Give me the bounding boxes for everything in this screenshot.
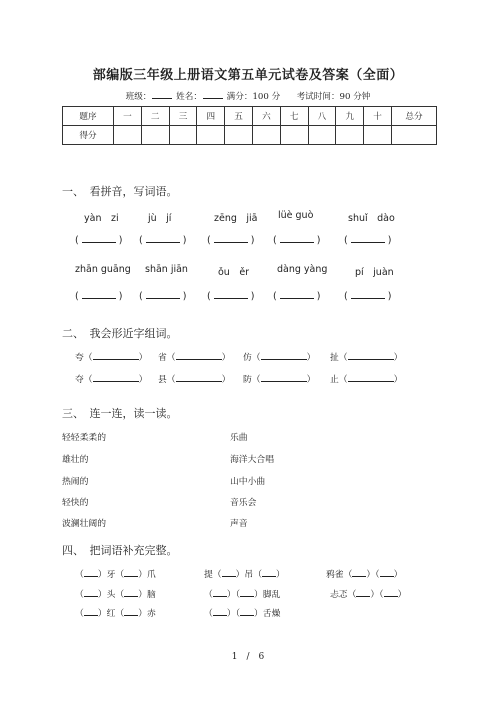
word-group-item[interactable]: 扯（ ）	[330, 353, 403, 363]
word-group-item[interactable]: 夺（ ）	[75, 375, 148, 385]
score-cell: 一	[114, 107, 142, 126]
answer-blank[interactable]: ( )	[139, 235, 187, 246]
score-cell: 八	[308, 107, 336, 126]
score-input-cell[interactable]	[336, 126, 364, 145]
score-cell: 七	[280, 107, 308, 126]
match-right-item[interactable]: 乐曲	[230, 433, 248, 443]
word-group-item[interactable]: 防（ ）	[243, 375, 316, 385]
score-cell: 九	[336, 107, 364, 126]
exam-time: 考试时间：90 分钟	[296, 92, 371, 102]
pinyin: shuǐ dào	[348, 213, 395, 224]
answer-blank[interactable]: ( )	[139, 291, 187, 302]
answer-blank[interactable]: ( )	[207, 235, 255, 246]
fill-idiom[interactable]: （ ）（ ）脚乱	[204, 590, 281, 600]
answer-blank[interactable]: ( )	[207, 291, 255, 302]
word-group-item[interactable]: 省（ ）	[158, 353, 231, 363]
pinyin: ǒu ěr	[218, 267, 250, 278]
match-right-item[interactable]: 海洋大合唱	[230, 455, 274, 465]
page-number: 1 / 6	[231, 652, 265, 662]
score-cell: 六	[252, 107, 280, 126]
pinyin: shān jiān	[145, 264, 188, 275]
answer-blank[interactable]: ( )	[344, 235, 392, 246]
name-label: 姓名：	[176, 92, 202, 102]
score-input-cell[interactable]	[197, 126, 225, 145]
section-2-heading: 二、 我会形近字组词。	[62, 327, 178, 340]
section-3-heading: 三、 连一连，读一读。	[62, 407, 178, 420]
word-group-item[interactable]: 夸（ ）	[75, 353, 148, 363]
score-input-cell[interactable]	[280, 126, 308, 145]
class-blank[interactable]	[152, 90, 172, 99]
pinyin: dàng yàng	[277, 264, 328, 275]
answer-blank[interactable]: ( )	[273, 291, 321, 302]
pinyin: jù jí	[148, 213, 172, 224]
fill-idiom[interactable]: （ ）（ ）舌燥	[204, 609, 281, 619]
match-left-item[interactable]: 轻轻柔柔的	[62, 433, 106, 443]
answer-blank[interactable]: ( )	[75, 291, 123, 302]
score-cell: 二	[141, 107, 169, 126]
match-left-item[interactable]: 波澜壮阔的	[62, 519, 106, 529]
name-blank[interactable]	[203, 90, 223, 99]
full-score: 满分：100 分	[226, 92, 281, 102]
fill-idiom[interactable]: 忐忑（ ）（ ）	[330, 590, 407, 600]
section-1-heading: 一、 看拼音，写词语。	[62, 185, 178, 198]
section-4-heading: 四、 把词语补充完整。	[62, 544, 178, 557]
score-input-cell[interactable]	[364, 126, 392, 145]
score-cell: 四	[197, 107, 225, 126]
exam-info-line	[0, 90, 496, 102]
score-table	[62, 106, 437, 145]
score-input-cell[interactable]	[392, 126, 437, 145]
score-input-cell[interactable]	[169, 126, 197, 145]
word-group-item[interactable]: 仿（ ）	[243, 353, 316, 363]
score-cell: 总分	[392, 107, 437, 126]
match-right-item[interactable]: 山中小曲	[230, 477, 266, 487]
fill-idiom[interactable]: 鸦雀（ ）（ ）	[326, 570, 403, 580]
fill-idiom[interactable]: （ ）红（ ）赤	[75, 609, 156, 619]
page-title: 部编版三年级上册语文第五单元试卷及答案（全面）	[92, 68, 404, 83]
score-input-cell[interactable]	[114, 126, 142, 145]
word-group-item[interactable]: 县（ ）	[158, 375, 231, 385]
score-cell: 三	[169, 107, 197, 126]
score-input-cell[interactable]	[225, 126, 253, 145]
answer-blank[interactable]: ( )	[75, 235, 123, 246]
score-input-cell[interactable]	[252, 126, 280, 145]
class-label: 班级：	[125, 92, 152, 102]
match-left-item[interactable]: 热闹的	[62, 477, 89, 487]
match-left-item[interactable]: 雄壮的	[62, 455, 89, 465]
score-header-row	[63, 107, 437, 126]
score-cell: 十	[364, 107, 392, 126]
fill-idiom[interactable]: （ ）牙（ ）爪	[75, 570, 156, 580]
pinyin: zēng jiā	[214, 213, 258, 224]
word-group-item[interactable]: 止（ ）	[330, 375, 403, 385]
pinyin: yàn zi	[84, 213, 119, 224]
pinyin: zhān guāng	[75, 264, 131, 275]
score-input-cell[interactable]	[308, 126, 336, 145]
score-input-cell[interactable]	[141, 126, 169, 145]
match-right-item[interactable]: 声音	[230, 519, 248, 529]
pinyin: pí juàn	[355, 267, 394, 278]
answer-blank[interactable]: ( )	[344, 291, 392, 302]
score-cell: 五	[225, 107, 253, 126]
match-left-item[interactable]: 轻快的	[62, 498, 89, 508]
match-right-item[interactable]: 音乐会	[230, 498, 257, 508]
score-value-row	[63, 126, 437, 145]
score-row-label: 得分	[63, 126, 114, 145]
fill-idiom[interactable]: 提（ ）吊（ ）	[204, 570, 285, 580]
pinyin: lüè guò	[278, 210, 314, 221]
answer-blank[interactable]: ( )	[273, 235, 321, 246]
fill-idiom[interactable]: （ ）头（ ）脑	[75, 590, 156, 600]
score-cell: 题序	[63, 107, 114, 126]
